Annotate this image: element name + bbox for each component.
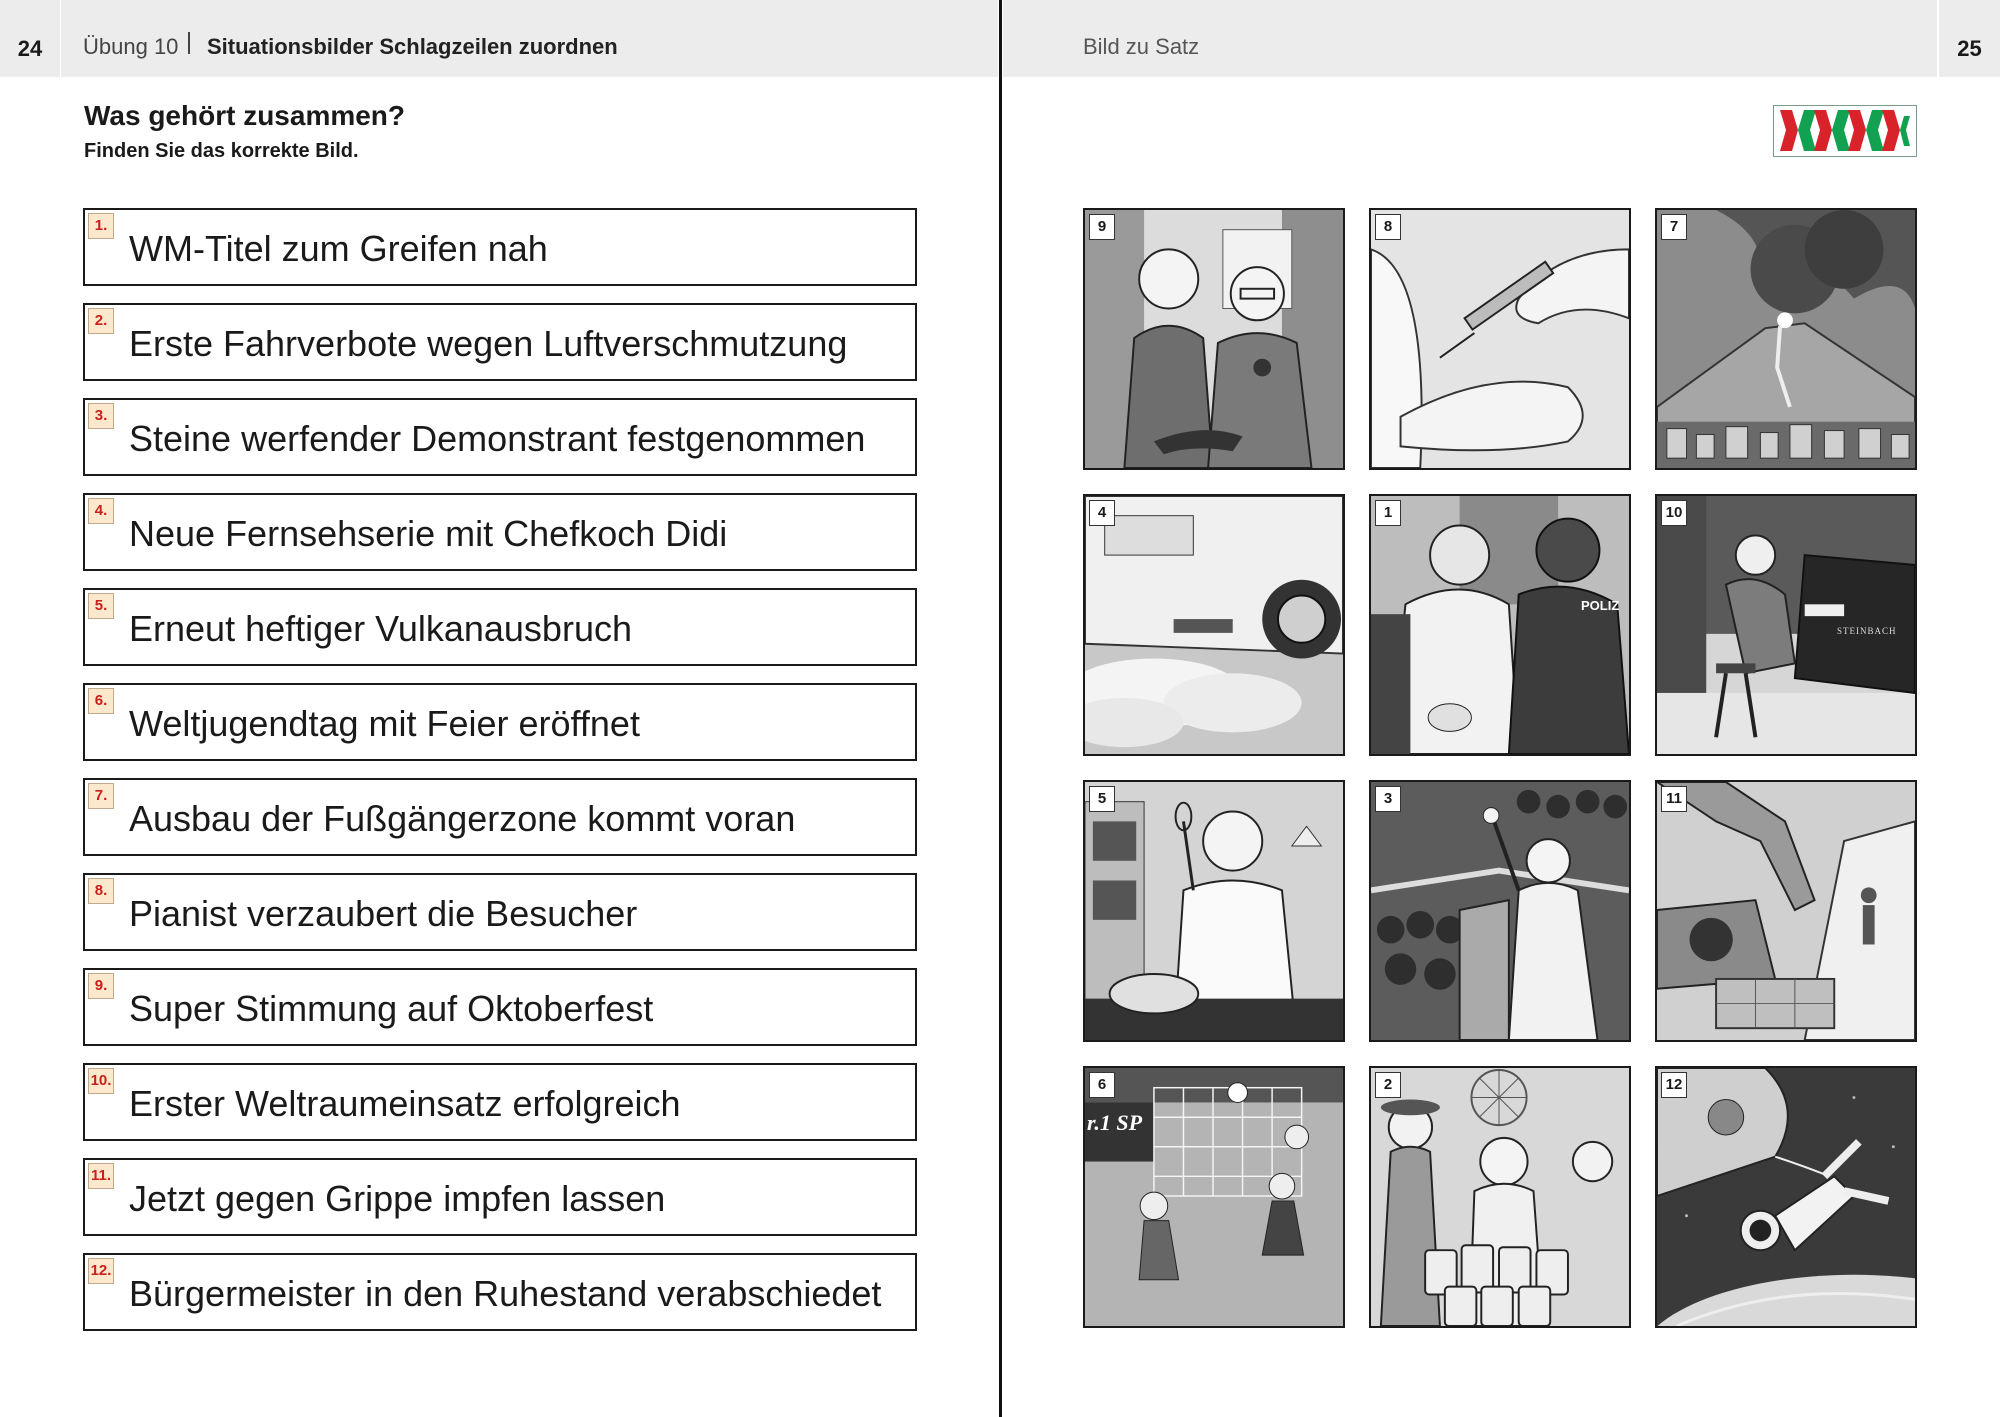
sentence-number: 10. <box>88 1068 114 1094</box>
sentence-text: Bürgermeister in den Ruhestand verabschiedet <box>129 1273 882 1314</box>
sentence-box[interactable] <box>83 1063 917 1141</box>
picture-card[interactable] <box>1083 494 1345 756</box>
sentence-text: Pianist verzaubert die Besucher <box>129 893 638 934</box>
picture-number: 7 <box>1661 214 1687 240</box>
excavator-pedestrian-zone-icon <box>1657 782 1915 1040</box>
picture-number: 3 <box>1375 786 1401 812</box>
picture-number: 2 <box>1375 1072 1401 1098</box>
picture-card[interactable] <box>1655 494 1917 756</box>
sentence-box[interactable] <box>83 398 917 476</box>
sentence-number: 8. <box>88 878 114 904</box>
sentence-number: 2. <box>88 308 114 334</box>
sentence-text: Jetzt gegen Grippe impfen lassen <box>129 1178 666 1219</box>
piano-brand-label: STEINBACH <box>1837 626 1897 636</box>
picture-number: 8 <box>1375 214 1401 240</box>
picture-card[interactable] <box>1083 780 1345 1042</box>
astronaut-icon <box>1657 1068 1915 1326</box>
picture-number: 6 <box>1089 1072 1115 1098</box>
sentence-number: 11. <box>88 1163 114 1189</box>
picture-number: 9 <box>1089 214 1115 240</box>
sentence-number: 12. <box>88 1258 114 1284</box>
sentence-number: 7. <box>88 783 114 809</box>
pianist-icon <box>1657 496 1915 754</box>
sentence-text: Erster Weltraumeinsatz erfolgreich <box>129 1083 681 1124</box>
right-page-title: Bild zu Satz <box>1083 34 1200 59</box>
sentence-box[interactable] <box>83 1158 917 1236</box>
header-separator <box>188 32 190 54</box>
sentence-box[interactable] <box>83 588 917 666</box>
picture-card[interactable] <box>1655 1066 1917 1328</box>
sentence-text: Super Stimmung auf Oktoberfest <box>129 988 654 1029</box>
sentence-box[interactable] <box>83 303 917 381</box>
picture-number: 1 <box>1375 500 1401 526</box>
task-title: Was gehört zusammen? <box>84 100 406 131</box>
sentence-box[interactable] <box>83 493 917 571</box>
sentence-number: 3. <box>88 403 114 429</box>
page-number-right: 25 <box>1939 0 2000 77</box>
tv-chef-icon <box>1085 782 1343 1040</box>
stadium-banner-label: r.1 SP <box>1087 1110 1143 1135</box>
picture-card[interactable] <box>1369 494 1631 756</box>
picture-card[interactable] <box>1369 780 1631 1042</box>
exercise-title: Situationsbilder Schlagzeilen zuordnen <box>207 34 618 59</box>
picture-card[interactable] <box>1369 1066 1631 1328</box>
sentence-number: 5. <box>88 593 114 619</box>
volcano-eruption-icon <box>1657 210 1915 468</box>
sentence-box[interactable] <box>83 683 917 761</box>
picture-number: 10 <box>1661 500 1687 526</box>
sentence-text: WM-Titel zum Greifen nah <box>129 228 548 269</box>
football-match-icon <box>1085 1068 1343 1326</box>
sentence-box[interactable] <box>83 208 917 286</box>
vaccination-syringe-icon <box>1371 210 1629 468</box>
sentence-text: Ausbau der Fußgängerzone kommt voran <box>129 798 796 839</box>
picture-card[interactable] <box>1369 208 1631 470</box>
sentence-number: 4. <box>88 498 114 524</box>
exercise-number: Übung 10 <box>83 34 179 59</box>
mayor-honored-icon <box>1085 210 1343 468</box>
picture-card[interactable] <box>1083 208 1345 470</box>
task-subtitle: Finden Sie das korrekte Bild. <box>84 140 359 162</box>
sentence-box[interactable] <box>83 873 917 951</box>
picture-number: 5 <box>1089 786 1115 812</box>
page-number-left: 24 <box>0 0 60 77</box>
sentence-box[interactable] <box>83 778 917 856</box>
publisher-logo-icon <box>1773 105 1917 157</box>
picture-card[interactable] <box>1083 1066 1345 1328</box>
oktoberfest-icon <box>1371 1068 1629 1326</box>
sentence-text: Steine werfender Demonstrant festgenommen <box>129 418 866 459</box>
pope-crowd-icon <box>1371 782 1629 1040</box>
sentence-text: Erneut heftiger Vulkanausbruch <box>129 608 632 649</box>
sentence-number: 9. <box>88 973 114 999</box>
sentence-number: 1. <box>88 213 114 239</box>
sentence-text: Weltjugendtag mit Feier eröffnet <box>129 703 640 744</box>
picture-number: 11 <box>1661 786 1687 812</box>
sentence-text: Erste Fahrverbote wegen Luftverschmutzung <box>129 323 848 364</box>
picture-card[interactable] <box>1655 780 1917 1042</box>
sentence-box[interactable] <box>83 968 917 1046</box>
police-label: POLIZ <box>1581 598 1620 613</box>
sentence-number: 6. <box>88 688 114 714</box>
picture-card[interactable] <box>1655 208 1917 470</box>
car-exhaust-icon <box>1085 496 1343 754</box>
police-arrest-icon <box>1371 496 1629 754</box>
picture-number: 12 <box>1661 1072 1687 1098</box>
book-gutter <box>999 0 1002 1417</box>
sentence-text: Neue Fernsehserie mit Chefkoch Didi <box>129 513 728 554</box>
sentence-box[interactable] <box>83 1253 917 1331</box>
picture-number: 4 <box>1089 500 1115 526</box>
